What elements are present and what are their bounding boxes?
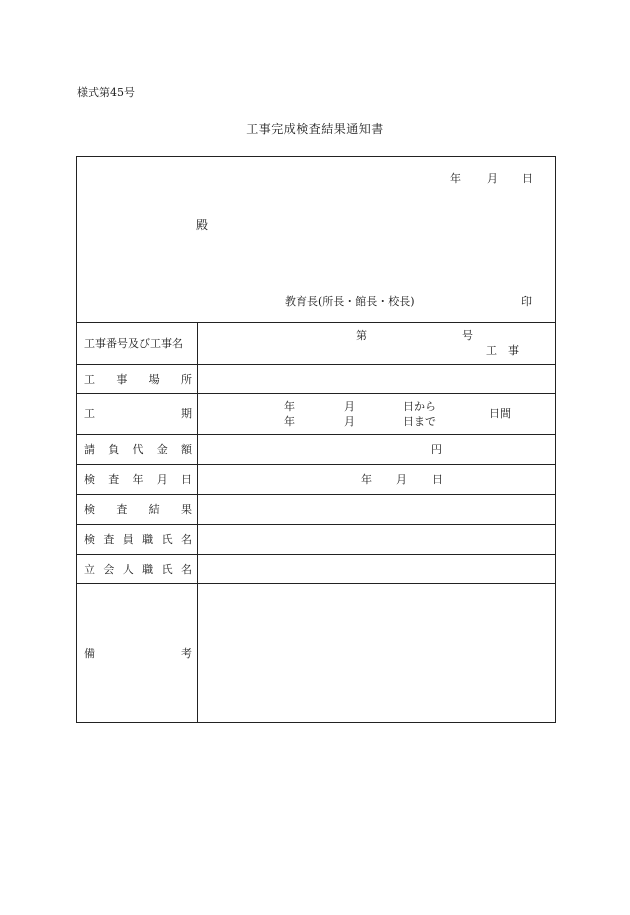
divider [76,434,556,435]
form-table [76,156,556,723]
label-char: 員 [122,533,134,546]
inspection-date-label [84,474,192,485]
inspection-month: 月 [396,473,407,486]
label-char: 工 [84,407,95,420]
label-char: 名 [180,563,192,576]
label-char: 検 [84,473,95,486]
label-char: 検 [84,503,95,516]
divider [76,524,556,525]
construction-dai: 第 [356,329,367,342]
label-char: 査 [116,503,128,516]
label-char: 会 [103,563,115,576]
divider [76,364,556,365]
label-char: 立 [84,563,95,576]
label-char: 金 [156,443,168,456]
label-char: 査 [103,533,115,546]
remarks-label [84,648,192,659]
label-char: 果 [180,503,192,516]
construction-go: 号 [462,329,473,342]
inspection-year: 年 [361,473,372,486]
label-char: 年 [132,473,144,486]
column-divider [197,322,198,723]
witness-label [84,564,192,575]
addressee-honorific: 殿 [196,218,209,232]
label-char: 期 [181,407,192,420]
label-char: 月 [156,473,168,486]
period-end-day: 日まで [403,415,436,428]
label-char: 場 [148,373,160,386]
label-char: 額 [181,443,192,456]
label-char: 考 [181,647,192,660]
period-label [84,408,192,419]
label-char: 氏 [161,533,173,546]
issuer-title: 教育長(所長・館長・校長) [285,295,415,308]
period-days: 日間 [489,407,511,420]
header-day: 日 [522,172,533,185]
construction-name-label: 工事番号及び工事名 [84,337,183,350]
label-char: 代 [132,443,144,456]
label-char: 負 [108,443,120,456]
label-char: 職 [142,533,154,546]
location-label [84,374,192,385]
inspection-day: 日 [432,473,443,486]
divider [76,322,556,323]
label-char: 日 [181,473,192,486]
label-char: 備 [84,647,95,660]
contract-amount-yen: 円 [431,443,442,456]
form-number: 様式第45号 [77,86,135,99]
inspector-label [84,534,192,545]
period-start-day: 日から [403,400,436,413]
period-start-year: 年 [284,400,295,413]
header-month: 月 [487,172,498,185]
header-year: 年 [450,172,461,185]
divider [76,583,556,584]
document-title: 工事完成検査結果通知書 [246,122,384,136]
divider [76,554,556,555]
period-start-month: 月 [344,400,355,413]
label-char: 所 [180,373,192,386]
label-char: 人 [122,563,134,576]
label-char: 職 [142,563,154,576]
label-char: 名 [180,533,192,546]
label-char: 事 [116,373,128,386]
period-end-year: 年 [284,415,295,428]
inspection-result-label [84,504,192,515]
divider [76,393,556,394]
label-char: 請 [84,443,95,456]
label-char: 結 [148,503,160,516]
label-char: 検 [84,533,95,546]
divider [76,464,556,465]
period-end-month: 月 [344,415,355,428]
seal-mark: 印 [521,295,532,308]
label-char: 工 [84,373,95,386]
label-char: 氏 [161,563,173,576]
construction-kouji: 工 事 [486,344,519,357]
divider [76,494,556,495]
label-char: 査 [108,473,120,486]
contract-amount-label [84,444,192,455]
